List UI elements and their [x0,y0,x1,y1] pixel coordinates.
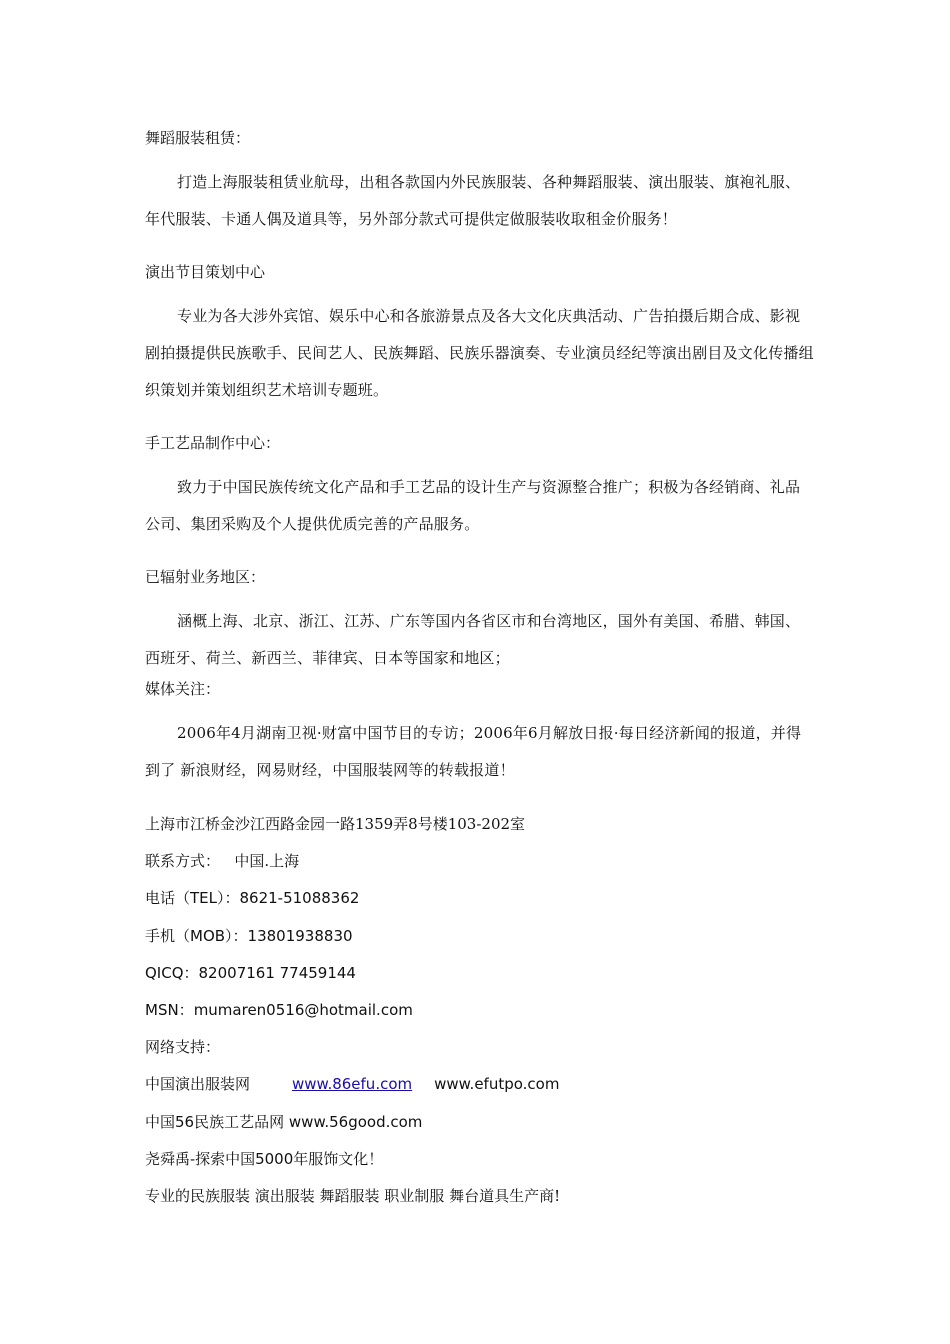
document-body [145,126,815,1215]
rental-paragraph: 打造上海服装租赁业航母，出租各款国内外民族服装、各种舞蹈服装、演出服装、旗袍礼服、年代服装、卡通人偶及道具等，另外部分款式可提供定做服装收取租金价服务！ [145,173,801,228]
regions-heading: 已辐射业务地区： [145,568,266,586]
tel-value: 8621-51088362 [239,889,360,908]
slogan1-num: 5000 [255,1149,294,1168]
mob-value: 13801938830 [247,926,353,945]
qicq-line [145,955,815,992]
mob-label: 手机（MOB）： [145,926,248,945]
planning-heading: 演出节目策划中心 [145,263,266,281]
slogan1-line [145,1141,815,1178]
msn-label: MSN： [145,1001,194,1020]
tel-line [145,880,815,917]
site1-url2: www.efutpo.com [434,1075,560,1094]
contact-method-line [145,843,815,880]
media-heading: 媒体关注： [145,680,221,698]
crafts-heading: 手工艺品制作中心： [145,434,281,452]
slogan1-a: 尧舜禹-探索中国 [145,1149,256,1168]
contact-method-value: 中国.上海 [234,852,300,871]
site2-name-b: 民族工艺品网 [194,1112,285,1131]
site1-name: 中国演出服装网 [145,1075,251,1094]
support-label: 网络支持： [145,1038,221,1057]
tel-label: 电话（TEL）： [145,889,240,908]
msn-line [145,992,815,1029]
media-paragraph: 2006年4月湖南卫视·财富中国节目的专访；2006年6月解放日报·每日经济新闻的报道，并得到了 新浪财经，网易财经，中国服装网等的转载报道！ [145,724,802,779]
rental-heading: 舞蹈服装租赁： [145,129,251,147]
slogan1-b: 年服饰文化！ [293,1149,384,1168]
planning-paragraph: 专业为各大涉外宾馆、娱乐中心和各旅游景点及各大文化庆典活动、广告拍摄后期合成、影视剧拍摄提供民族歌手、民间艺人、民族舞蹈、民族乐器演奏、专业演员经纪等演出剧目及文化传播组织策划并策划组织艺术培训专题班。 [145,307,814,399]
mob-line [145,918,815,955]
site1-link[interactable]: www.86efu.com [292,1075,413,1094]
site2-line [145,1104,815,1141]
regions-paragraph: 涵概上海、北京、浙江、江苏、广东等国内各省区市和台湾地区，国外有美国、希腊、韩国、西班牙、荷兰、新西兰、菲律宾、日本等国家和地区； [145,612,801,667]
qicq-value: 82007161 77459144 [198,963,356,982]
contact-method-label: 联系方式： [145,852,221,871]
site2-name-num: 56 [175,1112,195,1131]
site2-url: www.56good.com [288,1112,423,1131]
site1-line [145,1066,815,1103]
crafts-paragraph: 致力于中国民族传统文化产品和手工艺品的设计生产与资源整合推广；积极为各经销商、礼品公司、集团采购及个人提供优质完善的产品服务。 [145,478,801,533]
slogan2-line: 专业的民族服装 演出服装 舞蹈服装 职业制服 舞台道具生产商! [145,1187,561,1206]
site2-name-a: 中国 [145,1112,176,1131]
address-line: 上海市江桥金沙江西路金园一路1359弄8号楼103-202室 [145,815,526,833]
msn-value: mumaren0516@hotmail.com [193,1001,413,1020]
qicq-label: QICQ： [145,963,199,982]
